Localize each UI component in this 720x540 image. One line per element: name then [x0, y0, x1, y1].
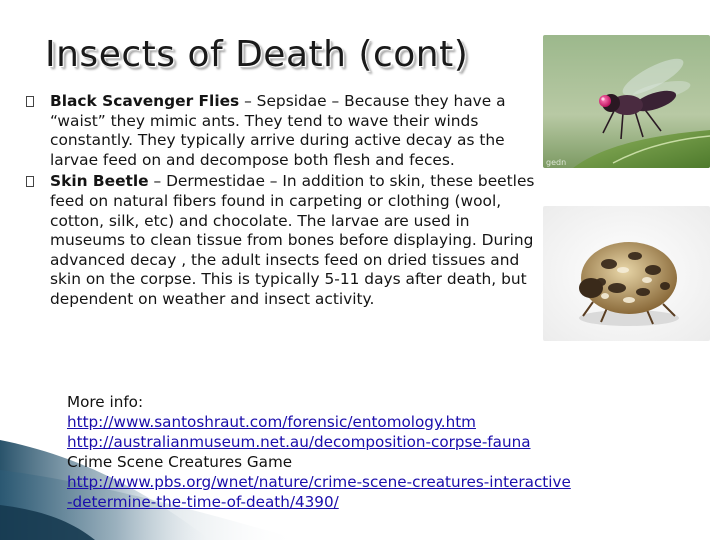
santoshraut-link[interactable]: http://www.santoshraut.com/forensic/entomology.htm — [67, 413, 476, 431]
bullet-text: – Dermestidae – In addition to skin, these beetles feed on natural fibers found in carpeting or clothing (wool, cotton, silk, etc) and chocolate. The larvae are used in museums to clean tissue from bones before displaying. During advanced decay , the adult insects feed on dried tissues and skin on the corpse. This is typically 5-11 days after death, but dependent on weather and insect activity. — [50, 172, 535, 308]
bullet-box-icon — [26, 96, 34, 107]
skin-beetle-photo — [543, 206, 710, 341]
game-label: Crime Scene Creatures Game — [67, 453, 293, 471]
fly-photo-watermark: gedn — [546, 158, 567, 167]
bullet-box-icon — [26, 176, 34, 187]
more-info-section — [67, 392, 697, 512]
slide-title: Insects of Death (cont) — [45, 34, 469, 75]
bullet-black-scavenger-flies — [24, 92, 540, 170]
pbs-game-link-line1[interactable]: http://www.pbs.org/wnet/nature/crime-scene-creatures-interactive — [67, 473, 571, 491]
black-scavenger-fly-photo — [543, 35, 710, 168]
bullet-list — [24, 92, 540, 312]
pbs-game-link-line2[interactable]: -determine-the-time-of-death/4390/ — [67, 493, 339, 511]
bullet-term: Black Scavenger Flies — [50, 92, 240, 110]
bullet-term: Skin Beetle — [50, 172, 149, 191]
australian-museum-link[interactable]: http://australianmuseum.net.au/decomposition-corpse-fauna — [67, 433, 531, 451]
bullet-skin-beetle — [24, 172, 540, 309]
bullet-text: – Sepsidae – Because they have a “waist” they mimic ants. They tend to wave their winds constantly. They typically arrive during active decay as the larvae feed on and decompose both flesh and feces. — [50, 92, 506, 169]
more-info-heading: More info: — [67, 393, 144, 411]
